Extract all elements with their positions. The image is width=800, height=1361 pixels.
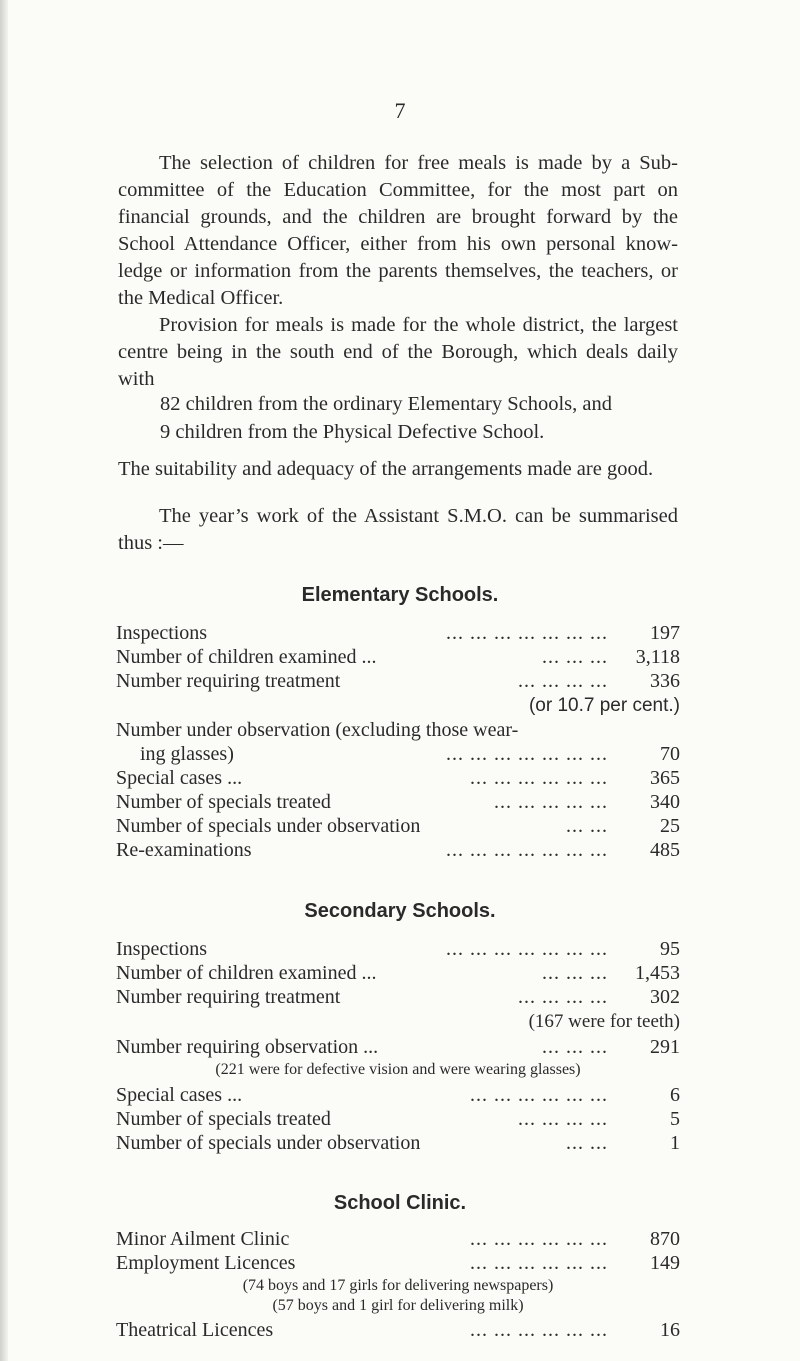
row-leader-dots: ... ... ...	[542, 1036, 608, 1058]
row-leader-dots: ... ... ... ... ... ...	[470, 1252, 608, 1274]
row-leader-dots: ... ...	[566, 815, 608, 837]
row-leader-dots: ... ... ... ...	[518, 1108, 608, 1130]
table-row	[116, 1084, 680, 1108]
table-row	[116, 719, 680, 743]
row-label: Number of children examined ...	[116, 646, 377, 668]
page-edge-shadow	[0, 0, 8, 1361]
row-value: 5	[670, 1108, 680, 1130]
table-row	[116, 815, 680, 839]
table-row	[116, 1132, 680, 1156]
row-value: 70	[660, 743, 680, 765]
row-value: 1	[670, 1132, 680, 1154]
table-row	[116, 839, 680, 863]
page-number: 7	[394, 98, 406, 123]
row-label: Special cases ...	[116, 767, 243, 789]
row-label: Re-examinations	[116, 839, 252, 861]
table-row	[116, 646, 680, 670]
heading-secondary-schools: Secondary Schools.	[304, 900, 496, 922]
table-row	[116, 1228, 680, 1252]
paragraph-year-summary: The year’s work of the Assistant S.M.O. can be summarised thus :—	[118, 505, 678, 554]
row-leader-dots: ... ... ... ... ...	[494, 791, 608, 813]
paragraph-suitability: The suitability and adequacy of the arrangements made are good.	[118, 458, 654, 480]
row-value: 336	[650, 670, 680, 692]
row-value: 1,453	[635, 962, 680, 984]
row-value: 365	[650, 767, 680, 789]
row-value: 302	[650, 986, 680, 1008]
row-value: 870	[650, 1228, 680, 1250]
table-row	[116, 622, 680, 646]
row-value: 291	[650, 1036, 680, 1058]
paragraph-meal-provision: Provision for meals is made for the whole district, the largest centre being in the south end of the Borough, which deals daily with	[118, 314, 678, 390]
row-value: 16	[660, 1319, 680, 1341]
row-label: Number of specials under observation	[116, 1132, 421, 1154]
row-label: Special cases ...	[116, 1084, 243, 1106]
row-value: 149	[650, 1252, 680, 1274]
row-value: 3,118	[635, 646, 680, 668]
table-row	[116, 1036, 680, 1060]
row-leader-dots: ... ... ... ...	[518, 986, 608, 1008]
note-teeth: (167 were for teeth)	[528, 1011, 680, 1032]
note-glasses: (221 were for defective vision and were wearing glasses)	[215, 1061, 581, 1078]
paragraph-free-meals-selection: The selection of children for free meals is made by a Sub-committee of the Education Committee, for the most part on financial grounds, and the children are brought forward by the School Attendance Officer, either from his own personal know-ledge or information from the parents themselves, the teachers, or the Medical Officer.	[118, 152, 678, 309]
row-leader-dots: ... ... ... ...	[518, 670, 608, 692]
row-value: 340	[650, 791, 680, 813]
row-label: Number of specials treated	[116, 791, 331, 813]
note-milk: (57 boys and 1 girl for delivering milk)	[272, 1297, 524, 1314]
row-value: 197	[650, 622, 680, 644]
table-row	[116, 791, 680, 815]
row-leader-dots: ... ... ... ... ... ... ...	[446, 938, 608, 960]
row-label: Number of specials under observation	[116, 815, 421, 837]
row-leader-dots: ... ... ... ... ... ...	[470, 767, 608, 789]
row-label: Inspections	[116, 938, 208, 960]
row-value: 6	[670, 1084, 680, 1106]
table-row	[116, 670, 680, 694]
note-newspapers: (74 boys and 17 girls for delivering newspapers)	[242, 1277, 554, 1294]
row-value: 485	[650, 839, 680, 861]
table-row	[116, 1319, 680, 1343]
row-leader-dots: ... ... ... ... ... ...	[470, 1228, 608, 1250]
table-row	[116, 938, 680, 962]
row-label: Number requiring observation ...	[116, 1036, 379, 1058]
row-value: 25	[660, 815, 680, 837]
table-row	[116, 743, 680, 767]
note-percent: (or 10.7 per cent.)	[528, 695, 680, 716]
table-row	[116, 1108, 680, 1132]
row-label: Employment Licences	[116, 1252, 296, 1274]
row-label: Number requiring treatment	[116, 986, 341, 1008]
table-row	[116, 962, 680, 986]
row-leader-dots: ... ... ... ... ... ...	[470, 1319, 608, 1341]
row-label: Number under observation (excluding those wear-	[116, 719, 519, 741]
row-leader-dots: ... ... ... ... ... ... ...	[446, 839, 608, 861]
list-line-elementary-children: 82 children from the ordinary Elementary Schools, and	[160, 393, 613, 415]
row-value: 95	[660, 938, 680, 960]
row-leader-dots: ... ... ...	[542, 646, 608, 668]
row-label: Theatrical Licences	[116, 1319, 274, 1341]
row-label: Inspections	[116, 622, 208, 644]
row-leader-dots: ... ... ... ... ... ...	[470, 1084, 608, 1106]
row-leader-dots: ... ... ... ... ... ... ...	[446, 743, 608, 765]
row-leader-dots: ... ... ...	[542, 962, 608, 984]
row-label: Number of children examined ...	[116, 962, 377, 984]
row-label: ing glasses)	[140, 743, 234, 765]
table-row	[116, 767, 680, 791]
row-leader-dots: ... ...	[566, 1132, 608, 1154]
row-leader-dots: ... ... ... ... ... ... ...	[446, 622, 608, 644]
list-line-defective-children: 9 children from the Physical Defective School.	[160, 421, 545, 443]
row-label: Number requiring treatment	[116, 670, 341, 692]
heading-elementary-schools: Elementary Schools.	[301, 584, 499, 606]
heading-school-clinic: School Clinic.	[333, 1192, 467, 1214]
table-row	[116, 1252, 680, 1276]
row-label: Minor Ailment Clinic	[116, 1228, 290, 1250]
table-row	[116, 986, 680, 1010]
row-label: Number of specials treated	[116, 1108, 331, 1130]
